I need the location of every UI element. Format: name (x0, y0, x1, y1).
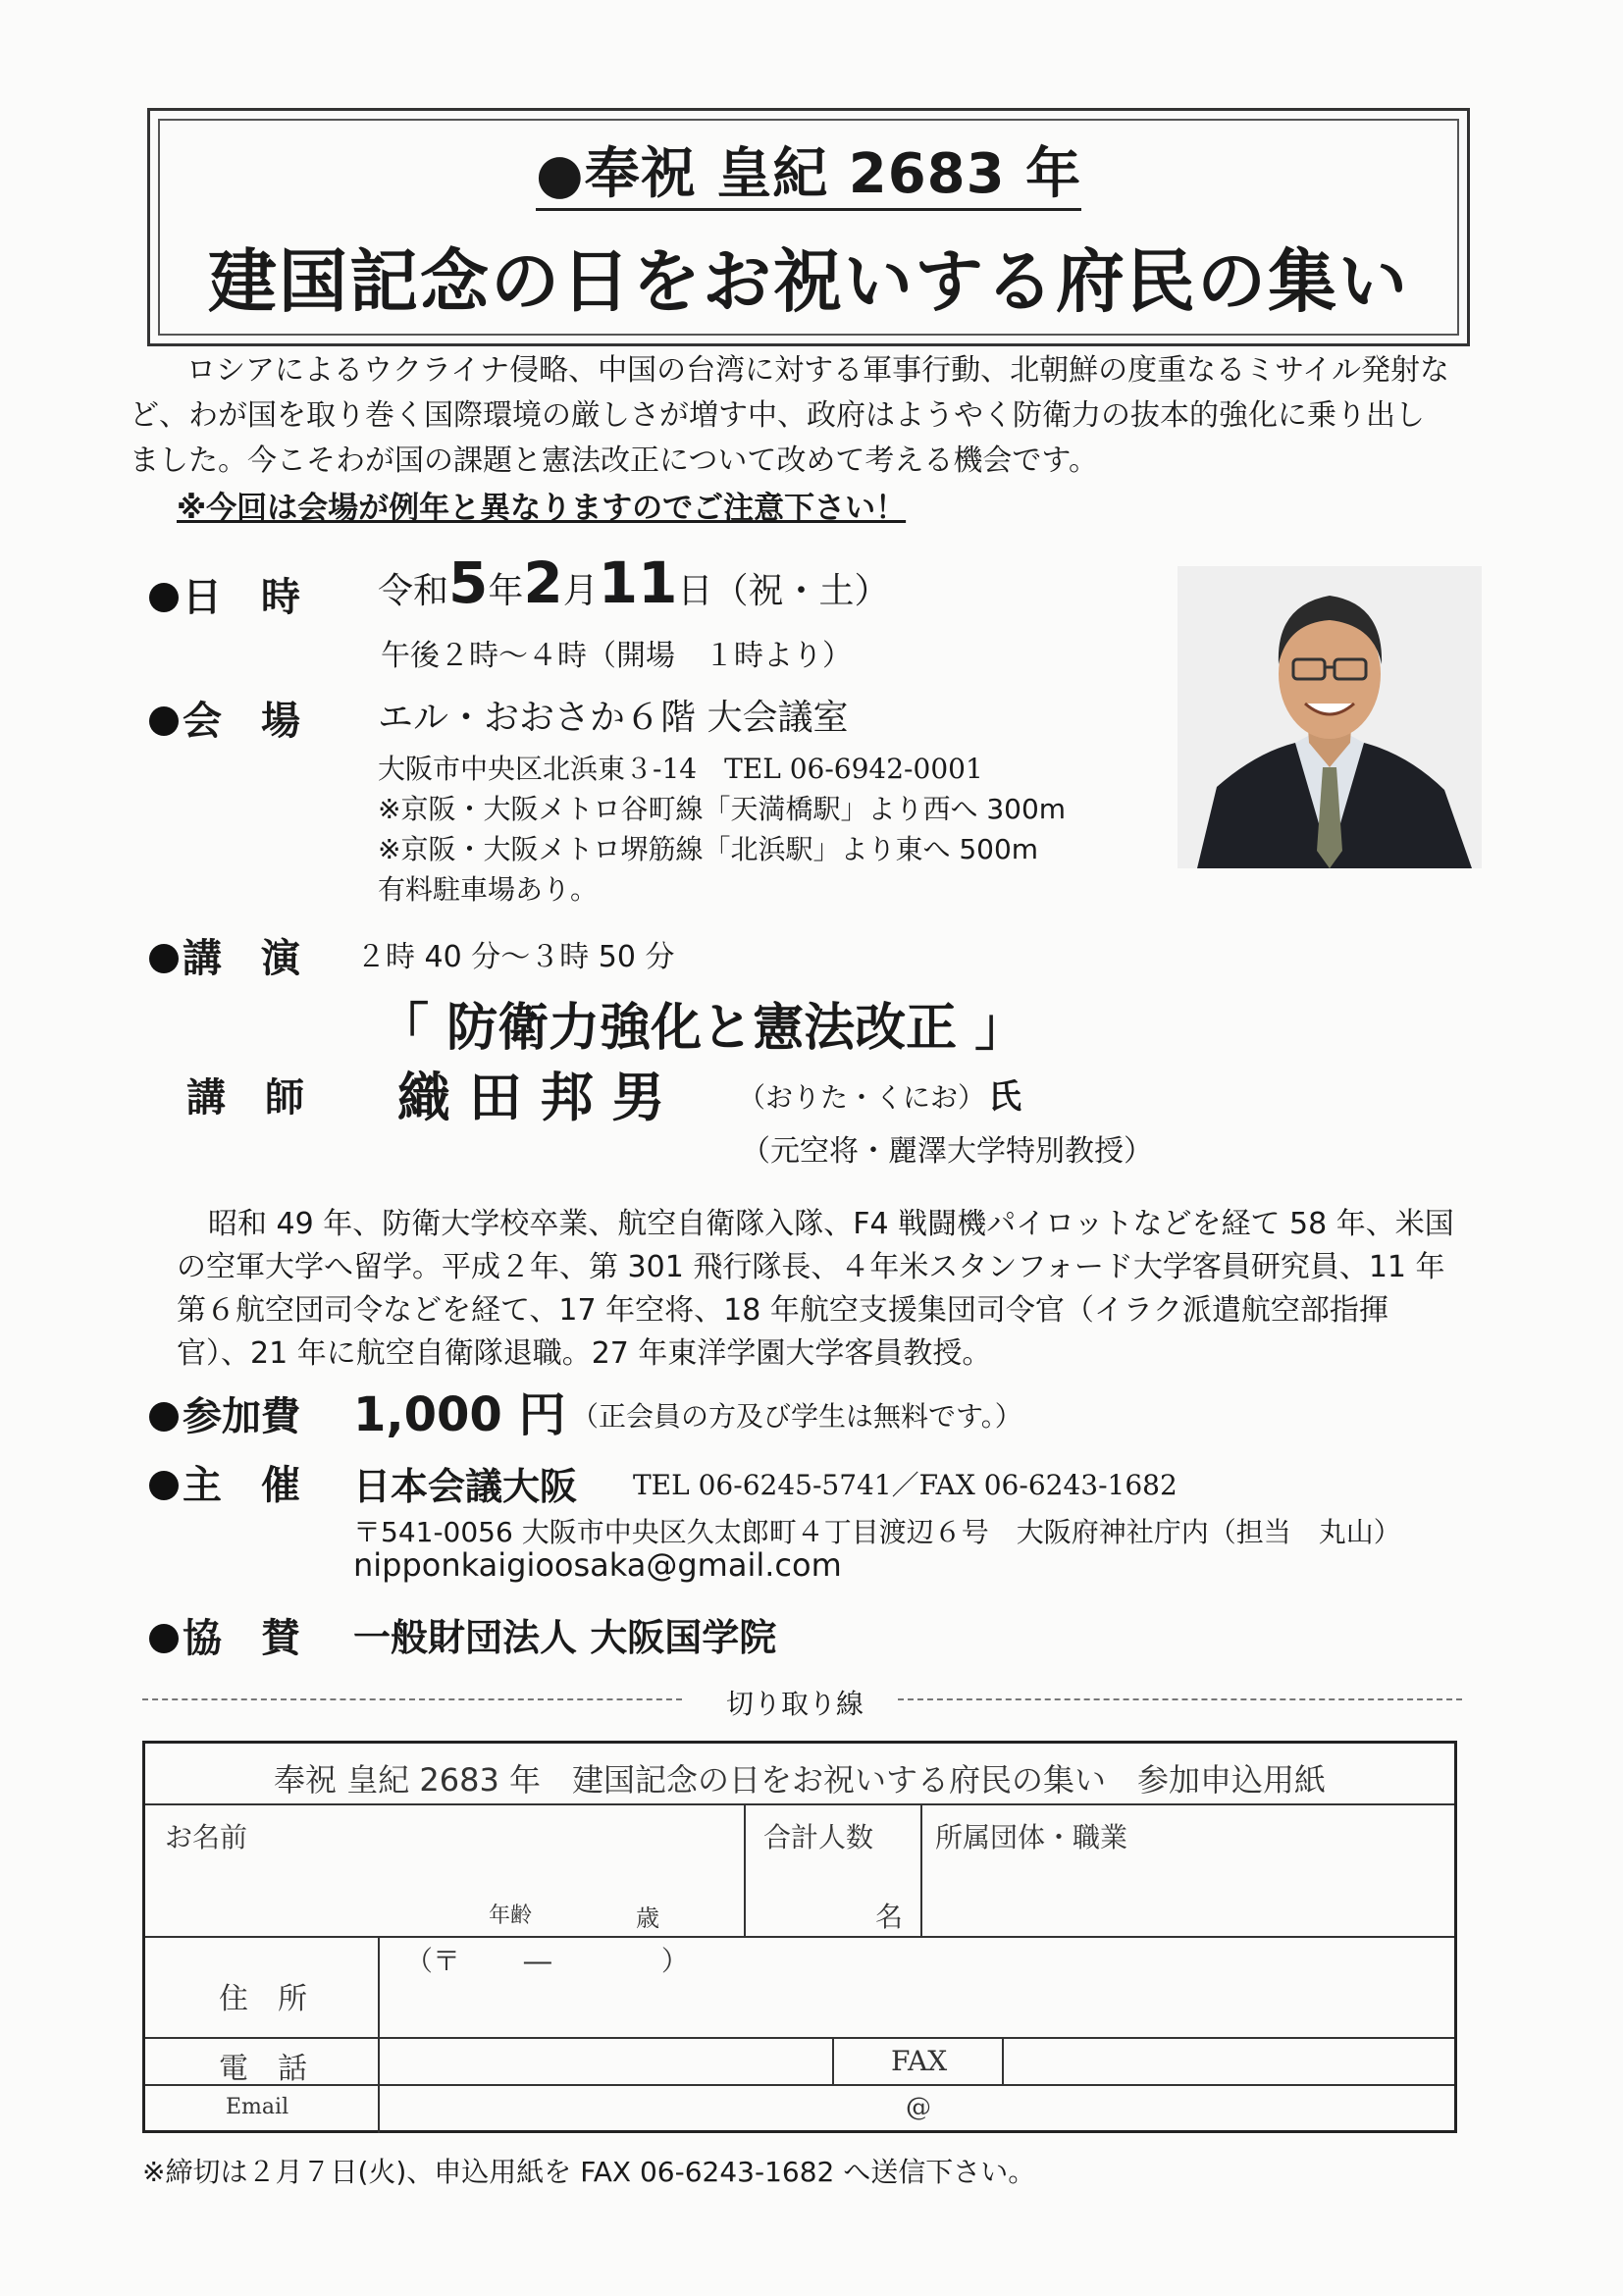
organizer-label-text: 主 催 (183, 1463, 300, 1508)
email-at-mark: @ (906, 2093, 931, 2122)
form-rule (832, 2037, 834, 2084)
phone-label: 電 話 (219, 2052, 307, 2086)
speaker-portrait-image (1178, 566, 1482, 868)
form-rule (145, 2084, 1454, 2086)
title-box (147, 108, 1470, 346)
organizer-name: 日本会議大阪 (353, 1465, 578, 1508)
form-rule (145, 1936, 1454, 1938)
venue-label (149, 690, 300, 746)
age-unit: 歳 (636, 1905, 659, 1932)
date-day-unit: 日 (677, 571, 713, 611)
count-unit: 名 (875, 1901, 904, 1933)
venue-access: ※京阪・大阪メトロ谷町線「天満橋駅」より西へ 300m (378, 793, 1067, 825)
organizer-address: 〒541-0056 大阪市中央区久太郎町４丁目渡辺６号 大阪府神社庁内（担当 丸山） (353, 1516, 1401, 1548)
bullet-icon (149, 1402, 179, 1432)
fee-label-text: 参加費 (183, 1394, 300, 1439)
organizer-contact: TEL 06-6245-5741／FAX 06-6243-1682 (633, 1469, 1178, 1501)
subtitle-text: 奉祝 皇紀 2683 年 (584, 142, 1082, 206)
date-day: 11 (598, 549, 678, 616)
form-rule (744, 1803, 746, 1936)
event-date (378, 549, 890, 616)
venue-access: ※京阪・大阪メトロ堺筋線「北浜駅」より東へ 500m (378, 833, 1039, 865)
sponsor-name: 一般財団法人 大阪国学院 (353, 1616, 777, 1659)
fee-amount: 1,000 円 (353, 1387, 566, 1442)
venue-address: 大阪市中央区北浜東３-14 TEL 06-6942-0001 (378, 753, 983, 785)
organizer-label (149, 1454, 300, 1510)
email-label: Email (226, 2095, 289, 2119)
cut-line-right (898, 1698, 1462, 1700)
application-form (142, 1741, 1457, 2133)
intro-line: ロシアによるウクライナ侵略、中国の台湾に対する軍事行動、北朝鮮の度重なるミサイル発射な (186, 353, 1449, 388)
fee-label (149, 1385, 300, 1441)
speaker-honorific: 氏 (988, 1077, 1021, 1117)
event-title: 建国記念の日をお祝いする府民の集い (208, 241, 1409, 322)
bullet-icon (149, 1471, 179, 1500)
lecture-label-text: 講 演 (183, 936, 300, 981)
lecture-label (149, 927, 300, 983)
intro-paragraph (130, 348, 1472, 484)
intro-line: ました。今こそわが国の課題と憲法改正について改めて考える機会です。 (130, 444, 1098, 478)
lecture-title: 「 防衛力強化と憲法改正 」 (378, 998, 1026, 1058)
fax-label: FAX (891, 2045, 948, 2077)
speaker-reading: （おりた・くにお） (738, 1081, 986, 1114)
bullet-icon (149, 706, 179, 736)
date-year: 5 (448, 549, 489, 616)
speaker-title: （元空将・麗澤大学特別教授） (741, 1134, 1153, 1169)
form-rule (378, 1936, 380, 2133)
venue-name: エル・おおさか６階 大会議室 (378, 698, 849, 738)
datetime-label-text: 日 時 (183, 575, 300, 620)
form-title: 奉祝 皇紀 2683 年 建国記念の日をお祝いする府民の集い 参加申込用紙 (274, 1761, 1326, 1799)
date-era: 令和 (378, 571, 449, 611)
speaker-bio-line: 官）、21 年に航空自衛隊退職。27 年東洋学園大学客員教授。 (177, 1336, 992, 1371)
intro-line: ど、わが国を取り巻く国際環境の厳しさが増す中、政府はようやく防衛力の抜本的強化に乗り出し (130, 398, 1425, 433)
venue-parking: 有料駐車場あり。 (378, 873, 599, 906)
bullet-icon (149, 944, 179, 973)
venue-change-notice: ※今回は会場が例年と異なりますのでご注意下さい！ (177, 491, 907, 526)
speaker-bio-line: の空軍大学へ留学。平成２年、第 301 飛行隊長、４年米スタンフォード大学客員研究員、11 年 (177, 1250, 1445, 1284)
event-time: 午後２時～４時（開場 １時より） (381, 639, 852, 673)
count-label: 合計人数 (763, 1821, 874, 1853)
name-label: お名前 (165, 1821, 248, 1853)
speaker-label: 講 師 (186, 1075, 304, 1121)
datetime-label (149, 566, 300, 622)
deadline-note: ※締切は２月７日(火)、申込用紙を FAX 06-6243-1682 へ送信下さい。 (142, 2156, 1036, 2188)
venue-label-text: 会 場 (183, 699, 300, 744)
event-subtitle (150, 130, 1467, 209)
org-label: 所属団体・職業 (935, 1821, 1128, 1853)
bullet-icon: ● (535, 142, 585, 206)
date-month-unit: 月 (562, 571, 599, 611)
fee-note: （正会員の方及び学生は無料です。） (571, 1400, 1022, 1433)
address-label: 住 所 (219, 1982, 307, 2016)
form-rule (1002, 2037, 1004, 2084)
bullet-icon (149, 583, 179, 612)
date-month: 2 (523, 549, 563, 616)
age-label: 年齢 (489, 1904, 533, 1928)
cut-line-label: 切り取り線 (726, 1688, 864, 1720)
form-rule (145, 2037, 1454, 2039)
form-rule (145, 1803, 1454, 1805)
cut-line-left (142, 1698, 682, 1700)
organizer-email[interactable]: nipponkaigioosaka@gmail.com (353, 1546, 842, 1584)
speaker-photo (1178, 566, 1482, 868)
date-year-unit: 年 (488, 571, 524, 611)
speaker-name: 織 田 邦 男 (397, 1066, 665, 1128)
sponsor-label-text: 協 賛 (183, 1616, 300, 1661)
postal-field[interactable]: （〒 ― ） (405, 1945, 689, 1977)
date-weekday: （祝・土） (712, 571, 890, 611)
form-rule (920, 1803, 922, 1936)
speaker-bio-line: 昭和 49 年、防衛大学校卒業、航空自衛隊入隊、F4 戦闘機パイロットなどを経て 58 年、米国 (208, 1207, 1454, 1241)
speaker-bio-line: 第６航空団司令などを経て、17 年空将、18 年航空支援集団司令官（イラク派遣航空部指揮 (177, 1293, 1388, 1328)
lecture-time: ２時 40 分～３時 50 分 (356, 940, 675, 974)
sponsor-label (149, 1607, 300, 1663)
bullet-icon (149, 1624, 179, 1653)
